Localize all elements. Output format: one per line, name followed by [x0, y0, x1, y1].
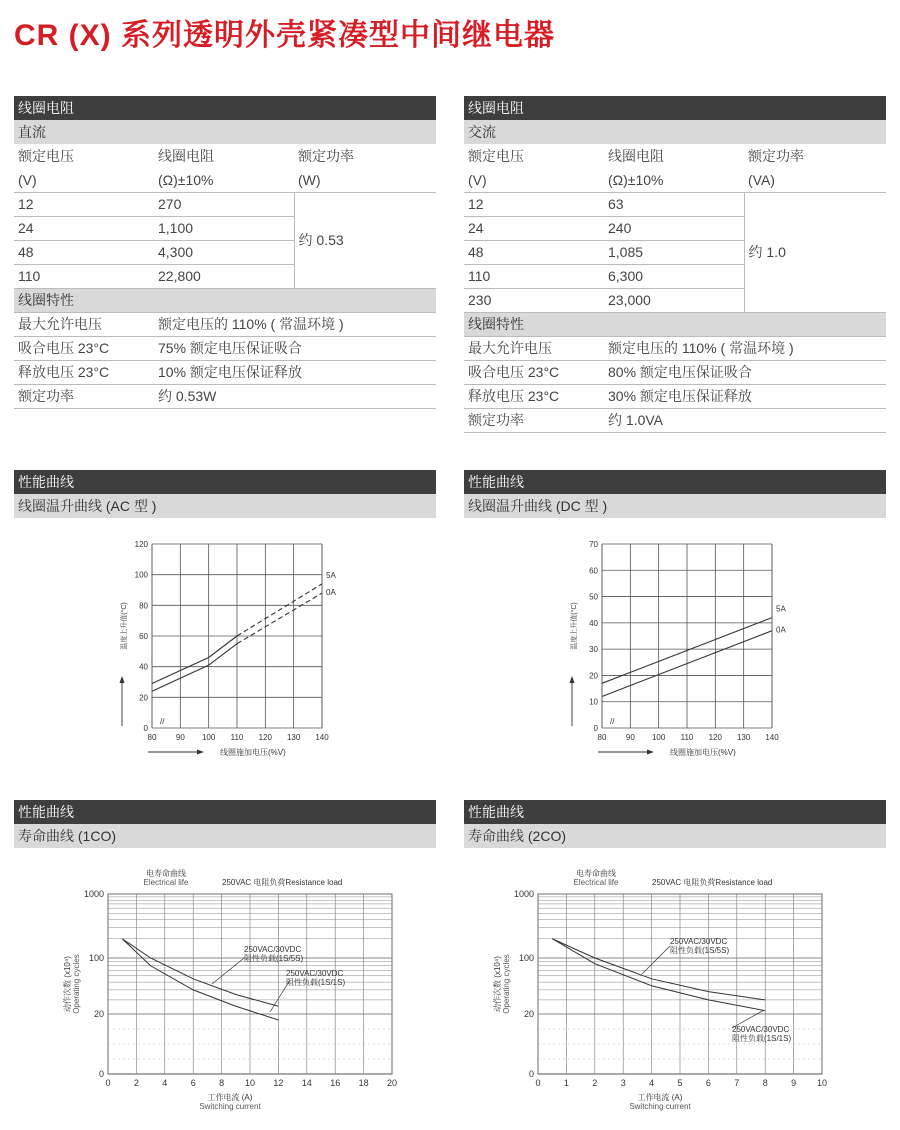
- y-tick-label: 0: [593, 724, 598, 733]
- x-axis-label: 线圈施加电压(%V): [220, 748, 286, 757]
- table-row: [464, 408, 886, 432]
- cell: 最大允许电压: [464, 336, 604, 360]
- cell: 1,100: [154, 216, 294, 240]
- x-tick-label: 10: [816, 1078, 828, 1088]
- chart-subtitle: 250VAC 电阻负荷Resistance load: [652, 878, 773, 887]
- table-row: [464, 192, 886, 216]
- col-header: 额定电压: [468, 148, 524, 164]
- x-axis-label-en: Switching current: [199, 1102, 261, 1111]
- y-arrow-head: [120, 676, 125, 683]
- x-tick-label: 16: [330, 1078, 341, 1088]
- cell: 释放电压 23°C: [464, 384, 604, 408]
- x-tick-label: 100: [651, 733, 666, 742]
- x-tick-label: 12: [273, 1078, 284, 1088]
- cell: 24: [14, 216, 154, 240]
- ac-coil-table: [464, 96, 886, 433]
- x-tick-label: 8: [219, 1078, 225, 1088]
- cell: 约 0.53W: [154, 384, 436, 408]
- x-tick-label: 4: [162, 1078, 168, 1088]
- cell: 48: [464, 240, 604, 264]
- series-label: 5A: [776, 604, 786, 614]
- series-label: 250VAC/30VDC: [732, 1025, 790, 1034]
- col-unit: (Ω)±10%: [604, 168, 744, 192]
- x-tick-label: 2: [133, 1078, 139, 1088]
- section-subheader: 线圈特性: [464, 312, 886, 336]
- life-curve-1: [552, 939, 765, 1000]
- y-tick-label: 20: [93, 1009, 104, 1019]
- x-tick-label: 5: [677, 1078, 683, 1088]
- section-header: 线圈电阻: [464, 96, 886, 120]
- x-arrow-head: [197, 750, 204, 755]
- cell: 24: [464, 216, 604, 240]
- x-tick-label: 9: [791, 1078, 797, 1088]
- dc-coil-table: [14, 96, 436, 409]
- x-tick-label: 140: [315, 733, 329, 742]
- y-tick-label: 100: [88, 953, 104, 963]
- perf-header-1co: [14, 800, 436, 848]
- x-tick-label: 130: [736, 733, 751, 742]
- y-axis-label-en: Operating cycles: [502, 954, 511, 1014]
- cell: 额定电压的 110% ( 常温环境 ): [154, 312, 436, 336]
- series-label: 0A: [776, 625, 786, 635]
- cell: 额定功率: [464, 408, 604, 432]
- power-cell: 约 0.53: [294, 192, 436, 288]
- chart-title-en: Electrical life: [143, 878, 189, 887]
- cell: 释放电压 23°C: [14, 360, 154, 384]
- y-tick-label: 30: [589, 645, 598, 655]
- x-tick-label: 14: [301, 1078, 312, 1088]
- col-header: 线圈电阻: [608, 148, 664, 164]
- cell: 30% 额定电压保证释放: [604, 384, 886, 408]
- x-tick-label: 20: [386, 1078, 398, 1088]
- x-axis-label-en: Switching current: [629, 1102, 691, 1111]
- x-arrow-head: [647, 750, 654, 755]
- cell: 4,300: [154, 240, 294, 264]
- cell: 吸合电压 23°C: [14, 336, 154, 360]
- x-tick-label: 100: [201, 733, 216, 742]
- x-tick-label: 7: [734, 1078, 740, 1088]
- series-label: 阻性负载(1S/5S): [670, 946, 730, 955]
- col-unit: (VA): [744, 168, 886, 192]
- y-tick-label: 60: [139, 632, 148, 641]
- col-header: 线圈电阻: [158, 148, 214, 164]
- y-axis-label: 温度上升值(°C): [571, 602, 578, 650]
- cell: 230: [464, 288, 604, 312]
- x-tick-label: 0: [535, 1078, 541, 1088]
- series-line-5A: [152, 636, 237, 684]
- page-title: CR (X) 系列透明外壳紧凑型中间继电器: [14, 19, 555, 52]
- col-unit: (W): [294, 168, 436, 192]
- temp-rise-chart-dc: [550, 530, 810, 770]
- series-label: 阻性负载(1S/1S): [286, 978, 346, 987]
- y-tick-label: 0: [143, 724, 148, 733]
- cell: 10% 额定电压保证释放: [154, 360, 436, 384]
- y-tick-label: 1000: [83, 889, 104, 899]
- x-tick-label: 8: [762, 1078, 768, 1088]
- y-tick-label: 40: [589, 618, 598, 628]
- x-tick-label: 110: [680, 733, 694, 742]
- section-header: 线圈电阻: [14, 96, 436, 120]
- col-header: 额定功率: [748, 148, 804, 164]
- life-curve-chart-2co: [486, 862, 846, 1120]
- perf-header-2co: [464, 800, 886, 848]
- table-row: [14, 192, 436, 216]
- cell: 240: [604, 216, 744, 240]
- table-row: [464, 384, 886, 408]
- x-tick-label: 140: [765, 733, 779, 742]
- x-axis-label: 工作电流 (A): [207, 1093, 253, 1102]
- x-tick-label: 0: [105, 1078, 111, 1088]
- chart-subtitle: 250VAC 电阻负荷Resistance load: [222, 878, 343, 887]
- y-tick-label: 20: [589, 671, 598, 681]
- y-axis-label: 动作次数 (x10⁴): [493, 956, 502, 1012]
- cell: 110: [14, 264, 154, 288]
- temp-rise-chart-ac: [100, 530, 360, 770]
- table-row: [464, 360, 886, 384]
- cell: 额定功率: [14, 384, 154, 408]
- section-header: 性能曲线: [464, 800, 886, 824]
- x-tick-label: 90: [625, 733, 635, 742]
- series-label: 250VAC/30VDC: [670, 937, 728, 946]
- series-label: 250VAC/30VDC: [244, 945, 302, 954]
- series-line-dashed-5A: [237, 584, 322, 636]
- chart-title: 电寿命曲线: [146, 869, 186, 878]
- y-tick-label: 0: [98, 1069, 104, 1079]
- table-row: [14, 336, 436, 360]
- col-header: 额定功率: [298, 148, 354, 164]
- y-tick-label: 80: [139, 601, 148, 611]
- y-tick-label: 40: [139, 662, 148, 672]
- cell: 12: [14, 192, 154, 216]
- col-header: 额定电压: [18, 148, 74, 164]
- chart-title: 电寿命曲线: [576, 869, 616, 878]
- x-tick-label: 4: [649, 1078, 655, 1088]
- x-tick-label: 80: [147, 733, 157, 742]
- table-row: [14, 384, 436, 408]
- table-row: [14, 312, 436, 336]
- cell: 48: [14, 240, 154, 264]
- x-tick-label: 1: [563, 1078, 569, 1088]
- col-unit: (V): [14, 168, 154, 192]
- y-tick-label: 120: [134, 540, 148, 549]
- cell: 63: [604, 192, 744, 216]
- y-tick-label: 20: [139, 693, 148, 703]
- chart-title-en: Electrical life: [573, 878, 619, 887]
- x-tick-label: 80: [597, 733, 607, 742]
- table-row: [464, 336, 886, 360]
- section-subheader: 直流: [14, 120, 436, 144]
- col-unit: (V): [464, 168, 604, 192]
- y-axis-label: 温度上升值(°C): [121, 602, 128, 650]
- section-header: 性能曲线: [14, 470, 436, 494]
- cell: 最大允许电压: [14, 312, 154, 336]
- x-tick-label: 130: [286, 733, 301, 742]
- series-label: 阻性负载(1S/1S): [732, 1034, 792, 1043]
- power-cell: 约 1.0: [744, 192, 886, 312]
- section-subheader: 线圈温升曲线 (AC 型 ): [14, 494, 436, 518]
- cell: 吸合电压 23°C: [464, 360, 604, 384]
- cell: 额定电压的 110% ( 常温环境 ): [604, 336, 886, 360]
- y-axis-label-en: Operating cycles: [72, 954, 81, 1014]
- series-label: 250VAC/30VDC: [286, 969, 344, 978]
- cell: 80% 额定电压保证吸合: [604, 360, 886, 384]
- axis-break: //: [160, 717, 165, 726]
- y-tick-label: 50: [589, 592, 598, 602]
- axis-break: //: [610, 717, 615, 726]
- perf-header-ac: [14, 470, 436, 518]
- y-tick-label: 1000: [513, 889, 534, 899]
- y-tick-label: 20: [523, 1009, 534, 1019]
- life-curve-chart-1co: [56, 862, 416, 1120]
- y-axis-label: 动作次数 (x10⁴): [63, 956, 72, 1012]
- section-subheader: 交流: [464, 120, 886, 144]
- section-header: 性能曲线: [464, 470, 886, 494]
- section-header: 性能曲线: [14, 800, 436, 824]
- series-label: 阻性负载(1S/5S): [244, 954, 304, 963]
- x-tick-label: 110: [230, 733, 244, 742]
- x-tick-label: 10: [244, 1078, 256, 1088]
- series-label: 0A: [326, 588, 336, 598]
- x-tick-label: 2: [592, 1078, 598, 1088]
- x-tick-label: 6: [190, 1078, 196, 1088]
- y-tick-label: 10: [589, 697, 598, 707]
- cell: 22,800: [154, 264, 294, 288]
- y-tick-label: 100: [518, 953, 534, 963]
- y-tick-label: 70: [589, 540, 598, 549]
- col-unit: (Ω)±10%: [154, 168, 294, 192]
- x-axis-label: 线圈施加电压(%V): [670, 748, 736, 757]
- section-subheader: 线圈特性: [14, 288, 436, 312]
- y-tick-label: 60: [589, 566, 598, 576]
- x-tick-label: 90: [175, 733, 185, 742]
- cell: 110: [464, 264, 604, 288]
- leader-line: [642, 946, 670, 974]
- series-label: 5A: [326, 570, 336, 580]
- cell: 270: [154, 192, 294, 216]
- section-subheader: 寿命曲线 (2CO): [464, 824, 886, 848]
- cell: 75% 额定电压保证吸合: [154, 336, 436, 360]
- cell: 6,300: [604, 264, 744, 288]
- section-subheader: 线圈温升曲线 (DC 型 ): [464, 494, 886, 518]
- table-row: [14, 360, 436, 384]
- cell: 12: [464, 192, 604, 216]
- y-arrow-head: [570, 676, 575, 683]
- perf-header-dc: [464, 470, 886, 518]
- cell: 23,000: [604, 288, 744, 312]
- x-tick-label: 18: [358, 1078, 369, 1088]
- y-tick-label: 100: [134, 570, 148, 580]
- cell: 1,085: [604, 240, 744, 264]
- cell: 约 1.0VA: [604, 408, 886, 432]
- section-subheader: 寿命曲线 (1CO): [14, 824, 436, 848]
- x-axis-label: 工作电流 (A): [637, 1093, 683, 1102]
- x-tick-label: 120: [258, 733, 273, 742]
- series-line-0A: [152, 644, 237, 692]
- x-tick-label: 120: [708, 733, 723, 742]
- x-tick-label: 6: [705, 1078, 711, 1088]
- x-tick-label: 3: [620, 1078, 626, 1088]
- y-tick-label: 0: [528, 1069, 534, 1079]
